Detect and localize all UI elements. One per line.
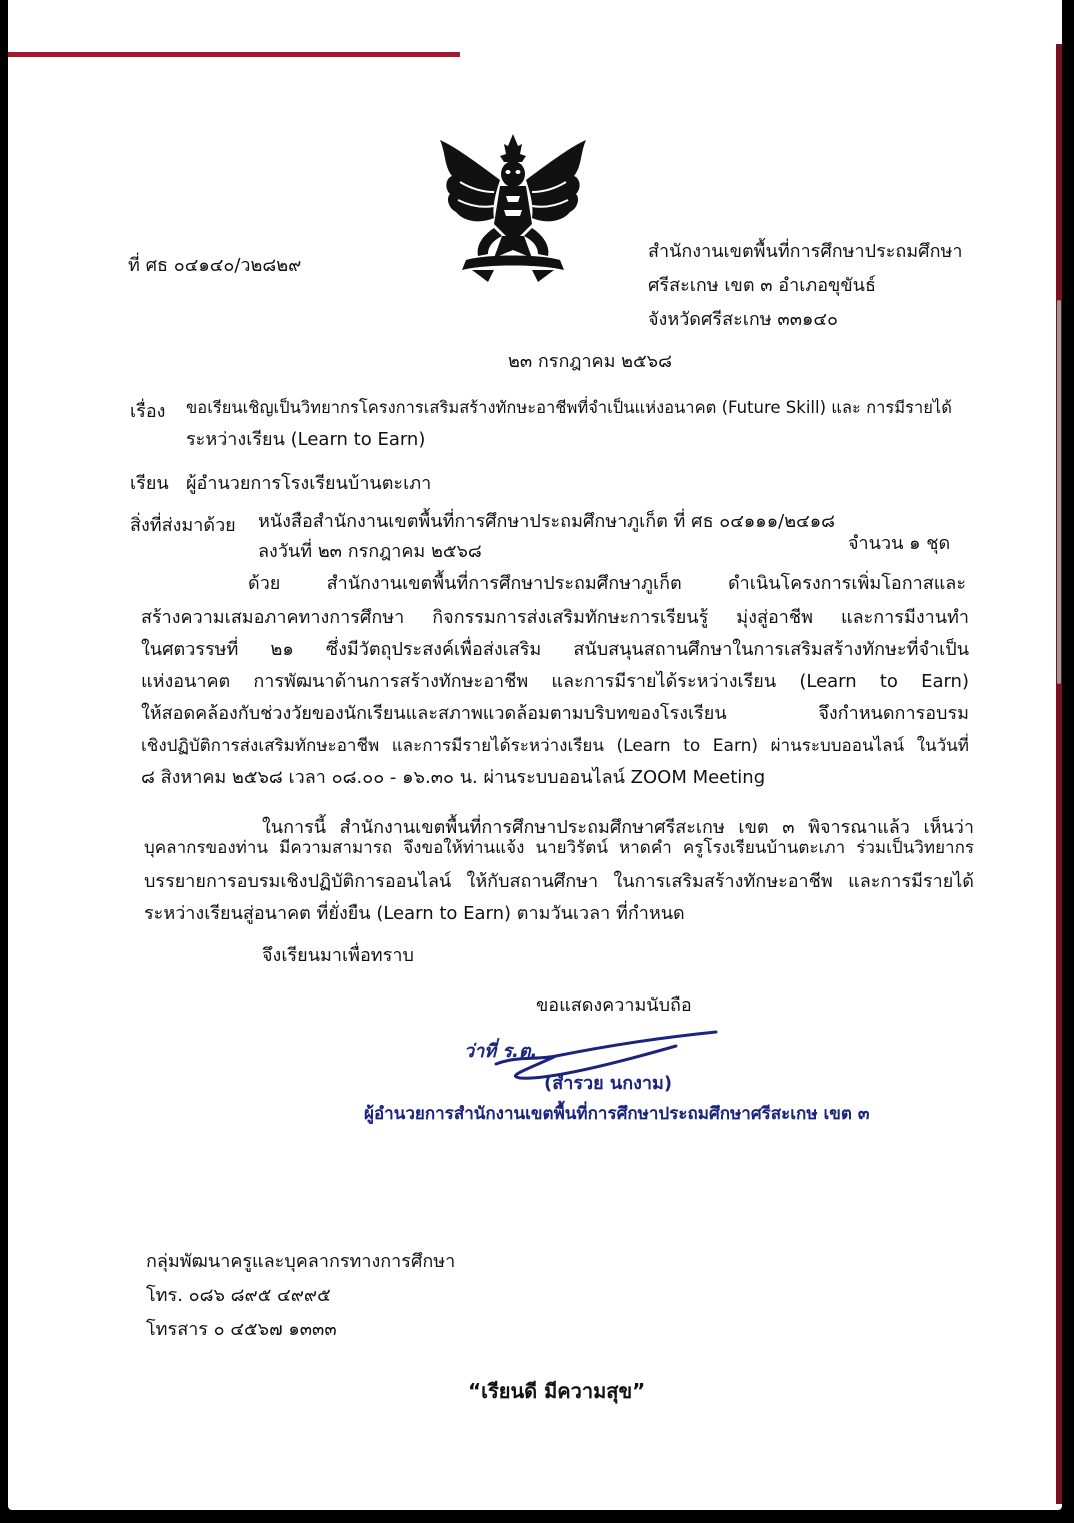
recipient-text: ผู้อำนวยการโรงเรียนบ้านตะเภา [186,473,432,494]
enclosure-line-2: ลงวันที่ ๒๓ กรกฎาคม ๒๕๖๘ [258,541,482,562]
paragraph-1-line-2: สร้างความเสมอภาคทางการศึกษา กิจกรรมการส่งเสริมทักษะการเรียนรู้ มุ่งสู่อาชีพ และการมีงานทำ [141,607,969,628]
garuda-emblem-icon [436,132,590,282]
closing-text: จึงเรียนมาเพื่อทราบ [262,945,414,966]
paragraph-2-line-2: บุคลากรของท่าน มีความสามารถ จึงขอให้ท่านแจ้ง นายวิรัตน์ หาดคำ ครูโรงเรียนบ้านตะเภา ร่วมเป็นวิทยากร [144,838,974,858]
scrollbar-thumb[interactable] [1057,300,1061,684]
contact-fax: โทรสาร ๐ ๔๕๖๗ ๑๓๓๓ [146,1319,337,1340]
contact-phone: โทร. ๐๘๖ ๘๙๕ ๔๙๙๕ [146,1285,331,1306]
paragraph-2-line-3: บรรยายการอบรมเชิงปฏิบัติการออนไลน์ ให้กับสถานศึกษา ในการเสริมสร้างทักษะอาชีพ และการมีรายได้ [144,871,974,892]
recipient-label: เรียน [130,473,169,494]
subject-line-2: ระหว่างเรียน (Learn to Earn) [186,429,426,450]
top-rule [8,52,460,57]
letter-date: ๒๓ กรกฎาคม ๒๕๖๘ [508,351,672,372]
right-edge-bar [1056,44,1062,1504]
regards-text: ขอแสดงความนับถือ [536,995,692,1016]
enclosure-line-1: หนังสือสำนักงานเขตพื้นที่การศึกษาประถมศึกษาภูเก็ต ที่ ศธ ๐๔๑๑๑/๒๔๑๘ [258,511,836,532]
paragraph-2-line-1: ในการนี้ สำนักงานเขตพื้นที่การศึกษาประถมศึกษาศรีสะเกษ เขต ๓ พิจารณาแล้ว เห็นว่า [262,817,974,838]
acting-title: ว่าที่ ร.ต. [464,1041,538,1062]
office-line-3: จังหวัดศรีสะเกษ ๓๓๑๔๐ [648,309,839,330]
paragraph-2-line-4: ระหว่างเรียนสู่อนาคต ที่ยั่งยืน (Learn to Earn) ตามวันเวลา ที่กำหนด [144,903,685,924]
document-page [8,0,1062,1510]
paragraph-1-line-4: แห่งอนาคต การพัฒนาด้านการสร้างทักษะอาชีพ และการมีรายได้ระหว่างเรียน (Learn to Earn) [141,671,969,692]
paragraph-1-line-5: ให้สอดคล้องกับช่วงวัยของนักเรียนและสภาพแวดล้อมตามบริบทของโรงเรียน จึงกำหนดการอบรม [141,703,969,724]
enclosure-count: จำนวน ๑ ชุด [848,533,951,554]
office-line-1: สำนักงานเขตพื้นที่การศึกษาประถมศึกษา [648,241,963,262]
contact-department: กลุ่มพัฒนาครูและบุคลากรทางการศึกษา [146,1251,456,1272]
paragraph-1-line-7: ๘ สิงหาคม ๒๕๖๘ เวลา ๐๘.๐๐ - ๑๖.๓๐ น. ผ่านระบบออนไลน์ ZOOM Meeting [141,767,766,788]
office-line-2: ศรีสะเกษ เขต ๓ อำเภอขุขันธ์ [648,275,876,296]
paragraph-1-line-3: ในศตวรรษที่ ๒๑ ซึ่งมีวัตถุประสงค์เพื่อส่งเสริม สนับสนุนสถานศึกษาในการเสริมสร้างทักษะที่จำเป็น [141,639,969,660]
paragraph-1-line-1: ด้วย สำนักงานเขตพื้นที่การศึกษาประถมศึกษาภูเก็ต ดำเนินโครงการเพิ่มโอกาสและ [248,573,966,594]
reference-number: ที่ ศธ ๐๔๑๔๐/ว๒๘๒๙ [128,255,302,276]
subject-line-1: ขอเรียนเชิญเป็นวิทยากรโครงการเสริมสร้างทักษะอาชีพที่จำเป็นแห่งอนาคต (Future Skill) และ การมีรายได้ [186,398,952,417]
signatory-position: ผู้อำนวยการสำนักงานเขตพื้นที่การศึกษาประถมศึกษาศรีสะเกษ เขต ๓ [364,1104,870,1124]
motto-text: “เรียนดี มีความสุข” [468,1379,646,1403]
signatory-name: (สำรวย นกงาม) [544,1073,673,1094]
paragraph-1-line-6: เชิงปฏิบัติการส่งเสริมทักษะอาชีพ และการมีรายได้ระหว่างเรียน (Learn to Earn) ผ่านระบบออนไลน์ ในวันที่ [141,736,969,756]
enclosure-label: สิ่งที่ส่งมาด้วย [130,515,236,536]
subject-label: เรื่อง [130,401,166,422]
